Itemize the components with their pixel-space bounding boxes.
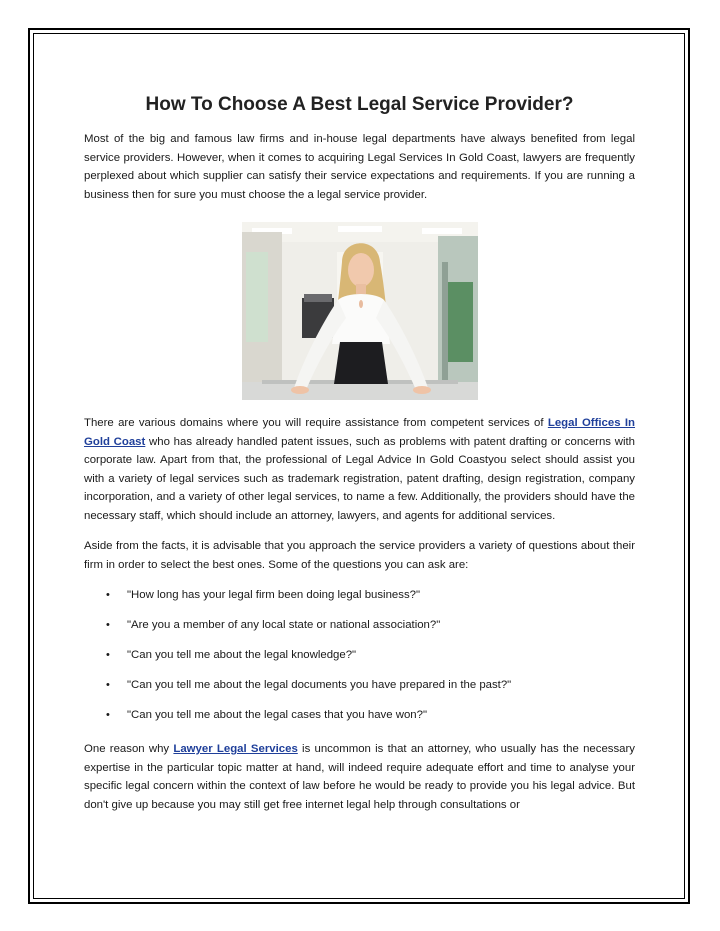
question-text: "Can you tell me about the legal cases that you have won?" [127, 709, 427, 721]
bullet: • [106, 619, 110, 631]
domains-text-after: who has already handled patent issues, such as problems with patent drafting or concerns with corporate law. Apart from that, the professional of Legal Advice In Gold Coastyou select should assist you with a variety of legal services such as trademark registration, patent drafting, design registration, company incorporation, and a variety of other legal services, to name a few. Additionally, the providers should have the necessary staff, which should include an attorney, lawyers, and agents for additional services. [84, 435, 635, 522]
list-item [84, 586, 635, 616]
document-body [84, 84, 635, 814]
question-text: "Are you a member of any local state or national association?" [127, 619, 441, 631]
bullet: • [106, 649, 110, 661]
businesswoman-photo [242, 222, 478, 400]
closing-text-before: One reason why [84, 743, 174, 755]
questions-list [84, 586, 635, 736]
domains-paragraph [84, 414, 635, 525]
bullet: • [106, 589, 110, 601]
question-text: "Can you tell me about the legal knowledge?" [127, 649, 357, 661]
domains-text-before: There are various domains where you will require assistance from competent services of [84, 417, 548, 429]
aside-paragraph: Aside from the facts, it is advisable that you approach the service providers a variety of questions about their firm in order to select the best ones. Some of the questions you can ask are: [84, 540, 635, 571]
list-item [84, 706, 635, 736]
list-item [84, 676, 635, 706]
list-item [84, 646, 635, 676]
lawyer-legal-services-link[interactable]: Lawyer Legal Services [173, 743, 298, 755]
question-text: "How long has your legal firm been doing legal business?" [127, 589, 421, 601]
list-item [84, 616, 635, 646]
document-title: How To Choose A Best Legal Service Provider? [145, 94, 574, 115]
closing-paragraph [84, 740, 635, 814]
closing-text-after: is uncommon is that an attorney, who usually has the necessary expertise in the particular topic matter at hand, will indeed require adequate effort and time to analyse your specific legal concern within the context of law before he would be ready to provide you his legal advice. But don't give up because you may still get free internet legal help through consultations or [84, 743, 635, 811]
intro-paragraph: Most of the big and famous law firms and in-house legal departments have always benefited from legal service providers. However, when it comes to acquiring Legal Services In Gold Coast, lawyers are frequently perplexed about which supplier can satisfy their service expectations and requirements. If you are running a business then for sure you must choose the a legal service provider. [84, 133, 635, 201]
bullet: • [106, 679, 110, 691]
bullet: • [106, 709, 110, 721]
legal-offices-link[interactable]: Legal Offices In Gold Coast [84, 417, 636, 448]
question-text: "Can you tell me about the legal documents you have prepared in the past?" [127, 679, 512, 691]
